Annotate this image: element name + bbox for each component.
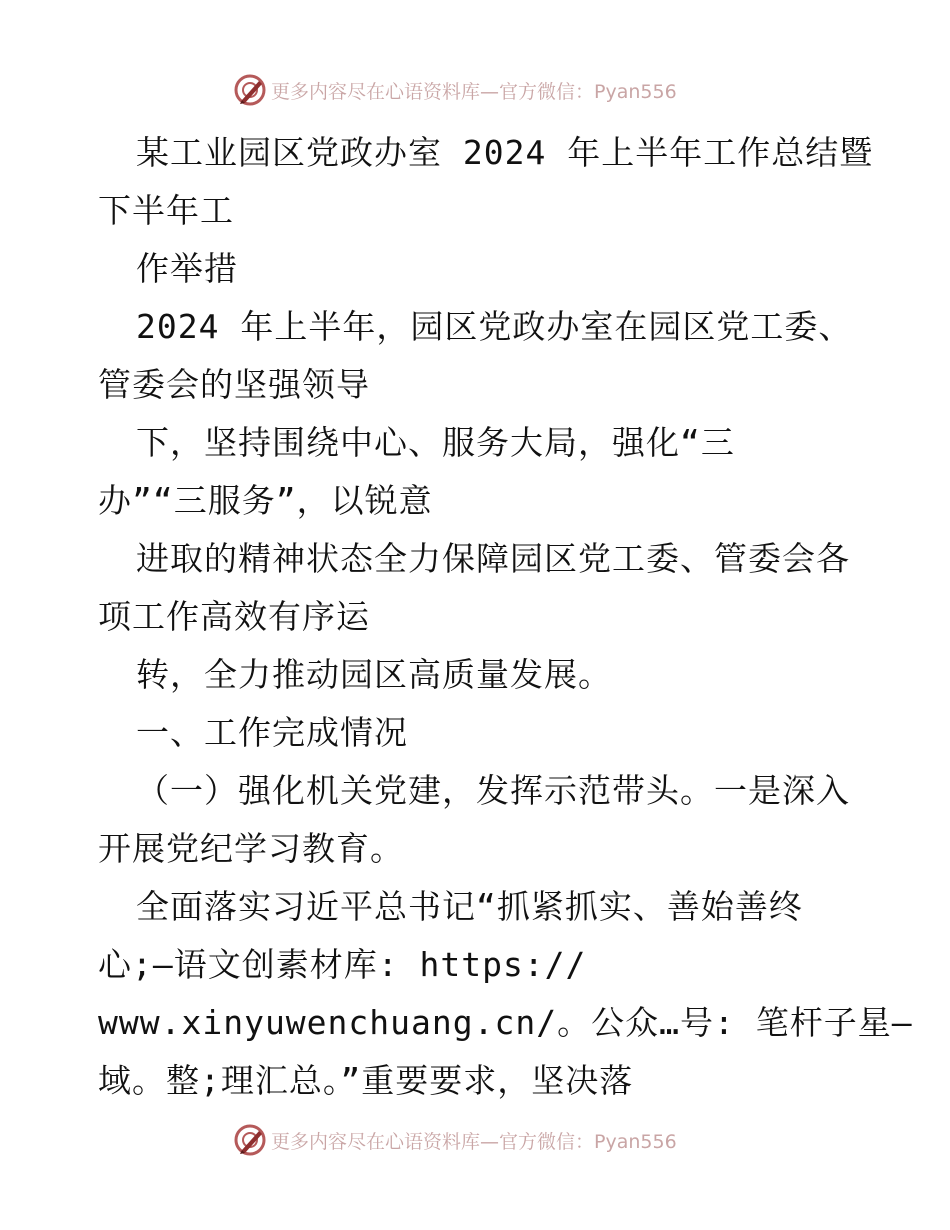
title-line-1: 某工业园区党政办室 2024 年上半年工作总结暨: [136, 133, 874, 172]
paragraph-line: 2024 年上半年，园区党政办室在园区党工委、: [136, 307, 853, 346]
paragraph-line: 域。整;理汇总。”重要要求，坚决落: [98, 1061, 634, 1100]
paragraph-line: 转，全力推动园区高质量发展。: [136, 655, 612, 694]
paragraph-line: 心;—语文创素材库: https://: [98, 945, 587, 984]
paragraph-line: www.xinyuwenchuang.cn/。公众…号: 笔杆子星—: [98, 1003, 913, 1042]
pen-logo-icon: [233, 73, 267, 107]
title-line-2: 下半年工: [98, 191, 234, 230]
paragraph-line: 项工作高效有序运: [98, 597, 370, 636]
paragraph-line: 管委会的坚强领导: [98, 365, 370, 404]
document-body: [98, 124, 913, 1110]
paragraph-line: 开展党纪学习教育。: [98, 829, 404, 868]
paragraph-line: 下，坚持围绕中心、服务大局，强化“三: [136, 423, 735, 462]
header-watermark: [233, 72, 713, 108]
paragraph-line: 进取的精神状态全力保障园区党工委、管委会各: [136, 539, 850, 578]
watermark-text: 更多内容尽在心语资料库—官方微信：Pyan556: [271, 1130, 677, 1153]
footer-watermark: [233, 1122, 713, 1158]
paragraph-line: 办”“三服务”，以锐意: [98, 481, 433, 520]
title-line-3: 作举措: [136, 249, 238, 288]
pen-logo-icon: [233, 1123, 267, 1157]
paragraph-line: 全面落实习近平总书记“抓紧抓实、善始善终: [136, 887, 803, 926]
paragraph-line: （一）强化机关党建，发挥示范带头。一是深入: [136, 771, 850, 810]
watermark-text: 更多内容尽在心语资料库—官方微信：Pyan556: [271, 80, 677, 103]
section-heading: 一、工作完成情况: [136, 713, 408, 752]
